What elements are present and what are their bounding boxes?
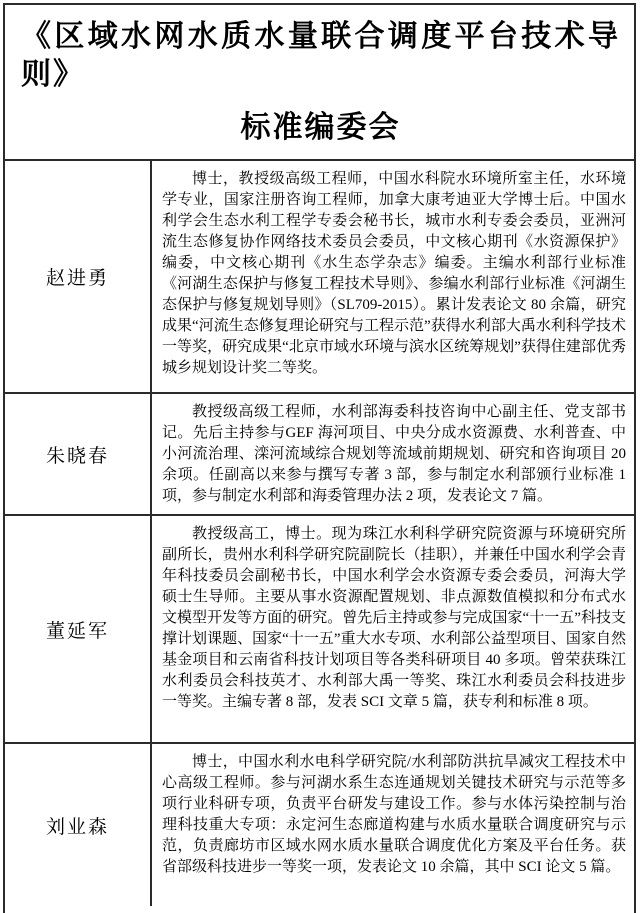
- member-bio-cell: [152, 516, 634, 742]
- member-row: [5, 159, 634, 392]
- member-name: 刘业森: [5, 744, 152, 906]
- member-row: [5, 392, 634, 514]
- member-bio-cell: [152, 161, 634, 392]
- committee-document: [3, 3, 636, 913]
- member-bio: 教授级高工，博士。现为珠江水利科学研究院资源与环境研究所副所长，贵州水利科学研究院副院长（挂职），并兼任中国水利学会青年科技委员会副秘书长，中国水利学会水资源专委会委员，河海大学硕士生导师。主要从事水资源配置规划、非点源数值模拟和分布式水文模型开发等方面的研究。曾先后主持或参与完成国家“十一五”科技支撑计划课题、国家“十一五”重大水专项、水利部公益型项目、国家自然基金项目和云南省科技计划项目等各类科研项目 40 多项。曾荣获珠江水利委员会科技英才、水利部大禹一等奖、珠江水利委员会科技进步一等奖。主编专著 8 部，发表 SCI 文章 5 篇，获专利和标准 8 项。: [162, 526, 626, 710]
- member-bio-cell: [152, 744, 634, 906]
- member-bio: 博士，教授级高级工程师，中国水科院水环境所室主任，水环境学专业，国家注册咨询工程师，加拿大康考迪亚大学博士后。中国水利学会生态水利工程学专委会秘书长，城市水利专委会委员，亚洲河流生态修复协作网络技术委员会委员，中文核心期刊《水资源保护》编委，中文核心期刊《水生态学杂志》编委。主编水利部行业标准《河湖生态保护与修复工程技术导则》、参编水利部行业标准《河湖生态保护与修复规划导则》（SL709-2015）。累计发表论文 80 余篇，研究成果“河流生态修复理论研究与工程示范”获得水利部大禹水利科学技术一等奖，研究成果“北京市域水环境与滨水区统筹规划”获得住建部优秀城乡规划设计奖二等奖。: [162, 171, 626, 376]
- member-bio: 博士，中国水利水电科学研究院/水利部防洪抗旱减灾工程技术中心高级工程师。参与河湖水系生态连通规划关键技术研究与示范等多项行业科研专项，负责平台研发与建设工作。参与水体污染控制与治理科技重大专项：永定河生态廊道构建与水质水量联合调度研究与示范，负责廊坊市区域水网水质水量联合调度优化方案及平台任务。获省部级科技进步一等奖一项，发表论文 10 余篇，其中 SCI 论文 5 篇。: [162, 754, 626, 875]
- member-row: [5, 514, 634, 742]
- member-bio: 教授级高级工程师，水利部海委科技咨询中心副主任、党支部书记。先后主持参与GEF 海河项目、中央分成水资源费、水利普查、中小河流治理、滦河流域综合规划等流域前期规划、研究和咨询项目 20 余项。任副高以来参与撰写专著 3 部，参与制定水利部颁行业标准 1 项，参与制定水利部和海委管理办法 2 项，发表论文 7 篇。: [162, 404, 626, 504]
- document-header: [5, 5, 634, 159]
- member-name: 董延军: [5, 516, 152, 742]
- member-name: 朱晓春: [5, 394, 152, 514]
- document-title: 《区域水网水质水量联合调度平台技术导则》: [21, 20, 620, 91]
- member-bio-cell: [152, 394, 634, 514]
- member-row: [5, 742, 634, 906]
- document-subtitle: 标准编委会: [240, 111, 401, 144]
- member-name: 赵进勇: [5, 161, 152, 392]
